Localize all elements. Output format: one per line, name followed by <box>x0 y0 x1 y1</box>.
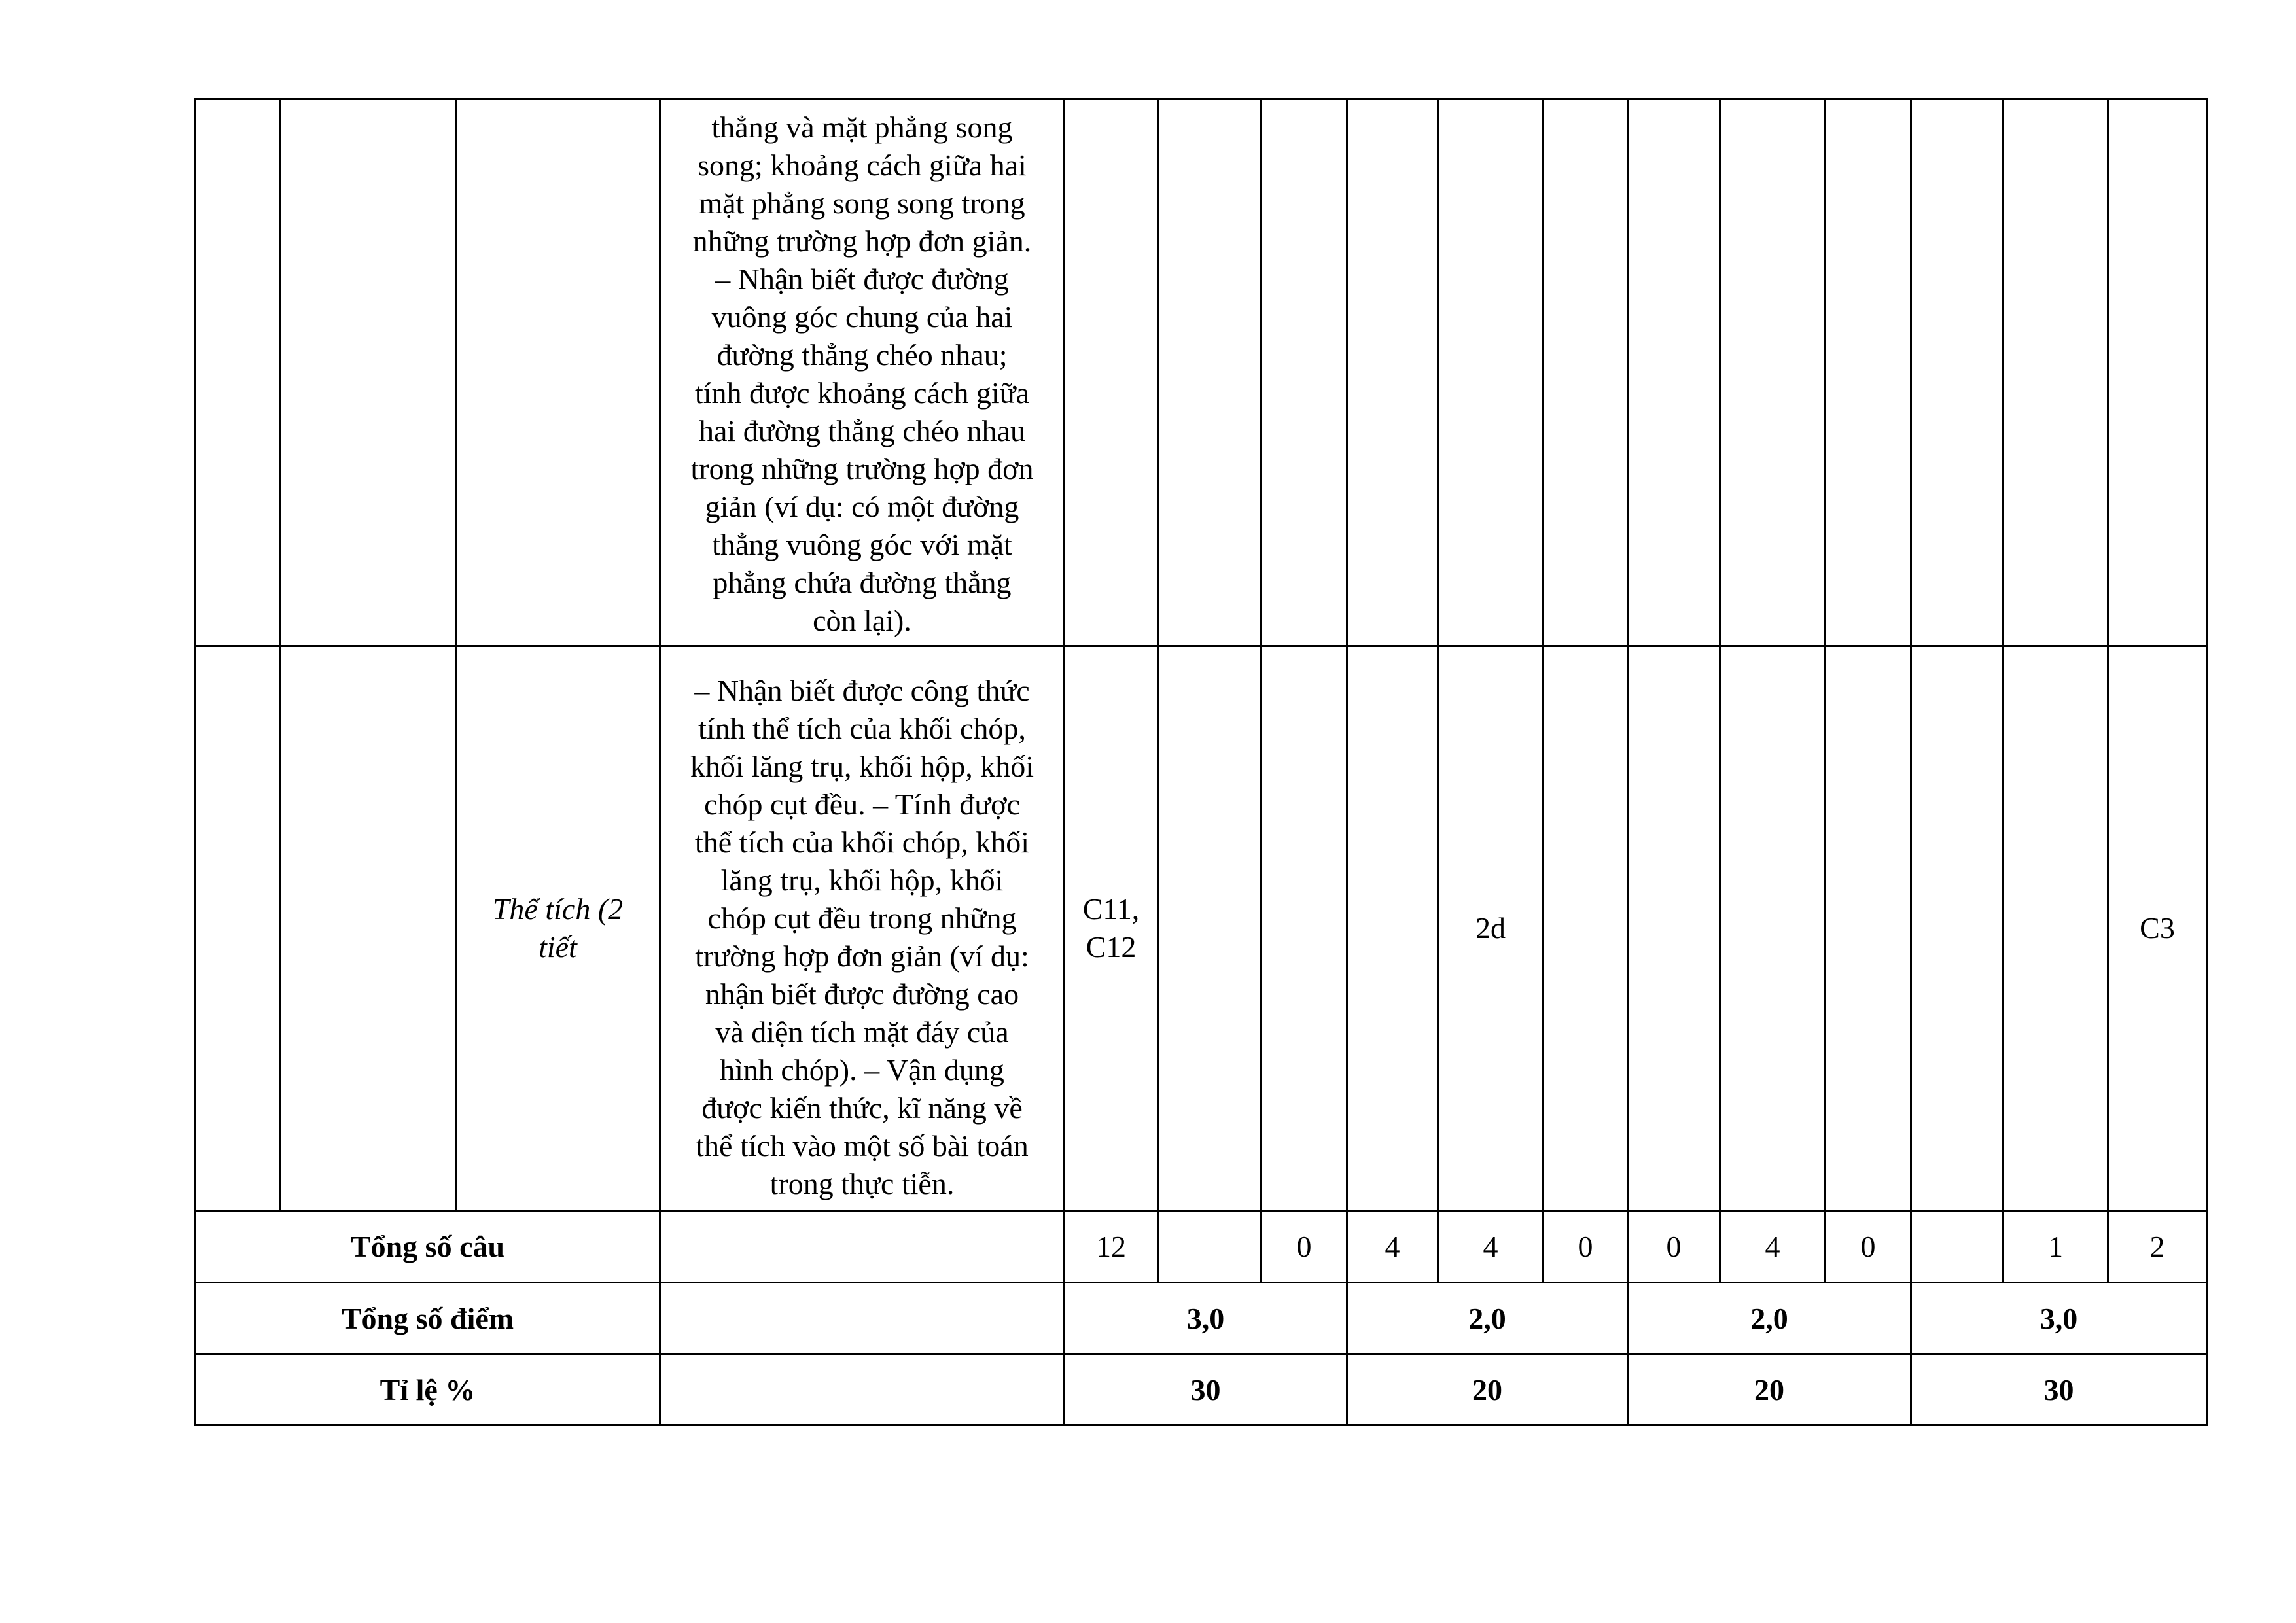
content-cell: thẳng và mặt phẳng song song; khoảng cách giữa hai mặt phẳng song song trong những trường hợp đơn giản. – Nhận biết được đường vuông góc chung của hai đường thẳng chéo nhau; tính được khoảng cách giữa hai đường thẳng chéo nhau trong những trường hợp đơn giản (ví dụ: có một đường thẳng vuông góc với mặt phẳng chứa đường thẳng còn lại). <box>660 99 1065 646</box>
table-cell <box>660 1355 1065 1425</box>
table-cell <box>1628 646 1720 1211</box>
total-points-label: Tổng số điểm <box>196 1283 660 1355</box>
content-cell: – Nhận biết được công thức tính thể tích của khối chóp, khối lăng trụ, khối hộp, khối chóp cụt đều. – Tính được thể tích của khối chóp, khối lăng trụ, khối hộp, khối chóp cụt đều trong những trường hợp đơn giản (ví dụ: nhận biết được đường cao và diện tích mặt đáy của hình chóp). – Vận dụng được kiến thức, kĩ năng về thể tích vào một số bài toán trong thực tiễn. <box>660 646 1065 1211</box>
table-cell <box>281 646 456 1211</box>
table-cell <box>1158 646 1262 1211</box>
table-cell <box>1911 1211 2004 1283</box>
table-row <box>196 646 2207 1211</box>
ratio-row <box>196 1355 2207 1425</box>
points-cell: 3,0 <box>1065 1283 1347 1355</box>
table-cell: 0 <box>1826 1211 1911 1283</box>
table-cell <box>660 1283 1065 1355</box>
table-cell <box>2004 646 2108 1211</box>
points-cell: 2,0 <box>1347 1283 1628 1355</box>
table-cell <box>1720 99 1826 646</box>
table-cell: 1 <box>2004 1211 2108 1283</box>
ratio-cell: 20 <box>1347 1355 1628 1425</box>
table-cell: 2 <box>2108 1211 2207 1283</box>
table-cell <box>1158 1211 1262 1283</box>
table-cell <box>2108 99 2207 646</box>
table-cell <box>1544 646 1628 1211</box>
total-questions-label: Tổng số câu <box>196 1211 660 1283</box>
table-cell <box>1911 646 2004 1211</box>
points-cell: 3,0 <box>1911 1283 2207 1355</box>
total-questions-row <box>196 1211 2207 1283</box>
table-cell <box>196 99 281 646</box>
table-cell <box>1826 99 1911 646</box>
table-cell: 12 <box>1065 1211 1158 1283</box>
table-cell <box>1826 646 1911 1211</box>
table-cell <box>1347 646 1438 1211</box>
table-cell: 0 <box>1544 1211 1628 1283</box>
table-cell <box>660 1211 1065 1283</box>
table-cell: 4 <box>1347 1211 1438 1283</box>
table-cell <box>1628 99 1720 646</box>
ratio-cell: 30 <box>1065 1355 1347 1425</box>
table-cell <box>196 646 281 1211</box>
topic-cell <box>456 99 660 646</box>
table-cell: 2d <box>1438 646 1544 1211</box>
total-points-row <box>196 1283 2207 1355</box>
table-cell: 0 <box>1628 1211 1720 1283</box>
table-cell: C11, C12 <box>1065 646 1158 1211</box>
table-cell <box>1720 646 1826 1211</box>
table-cell: 4 <box>1438 1211 1544 1283</box>
topic-cell: Thể tích (2 tiết <box>456 646 660 1211</box>
table-cell <box>2004 99 2108 646</box>
assessment-matrix-table <box>194 98 2208 1426</box>
table-cell <box>1544 99 1628 646</box>
ratio-cell: 20 <box>1628 1355 1911 1425</box>
table-row <box>196 99 2207 646</box>
table-cell <box>1065 99 1158 646</box>
table-cell <box>1911 99 2004 646</box>
table-cell: C3 <box>2108 646 2207 1211</box>
table-cell <box>1158 99 1262 646</box>
ratio-cell: 30 <box>1911 1355 2207 1425</box>
table-cell <box>1438 99 1544 646</box>
points-cell: 2,0 <box>1628 1283 1911 1355</box>
table-cell <box>281 99 456 646</box>
table-cell <box>1262 99 1347 646</box>
table-cell: 4 <box>1720 1211 1826 1283</box>
ratio-label: Tỉ lệ % <box>196 1355 660 1425</box>
table-cell <box>1262 646 1347 1211</box>
table-cell: 0 <box>1262 1211 1347 1283</box>
table-cell <box>1347 99 1438 646</box>
